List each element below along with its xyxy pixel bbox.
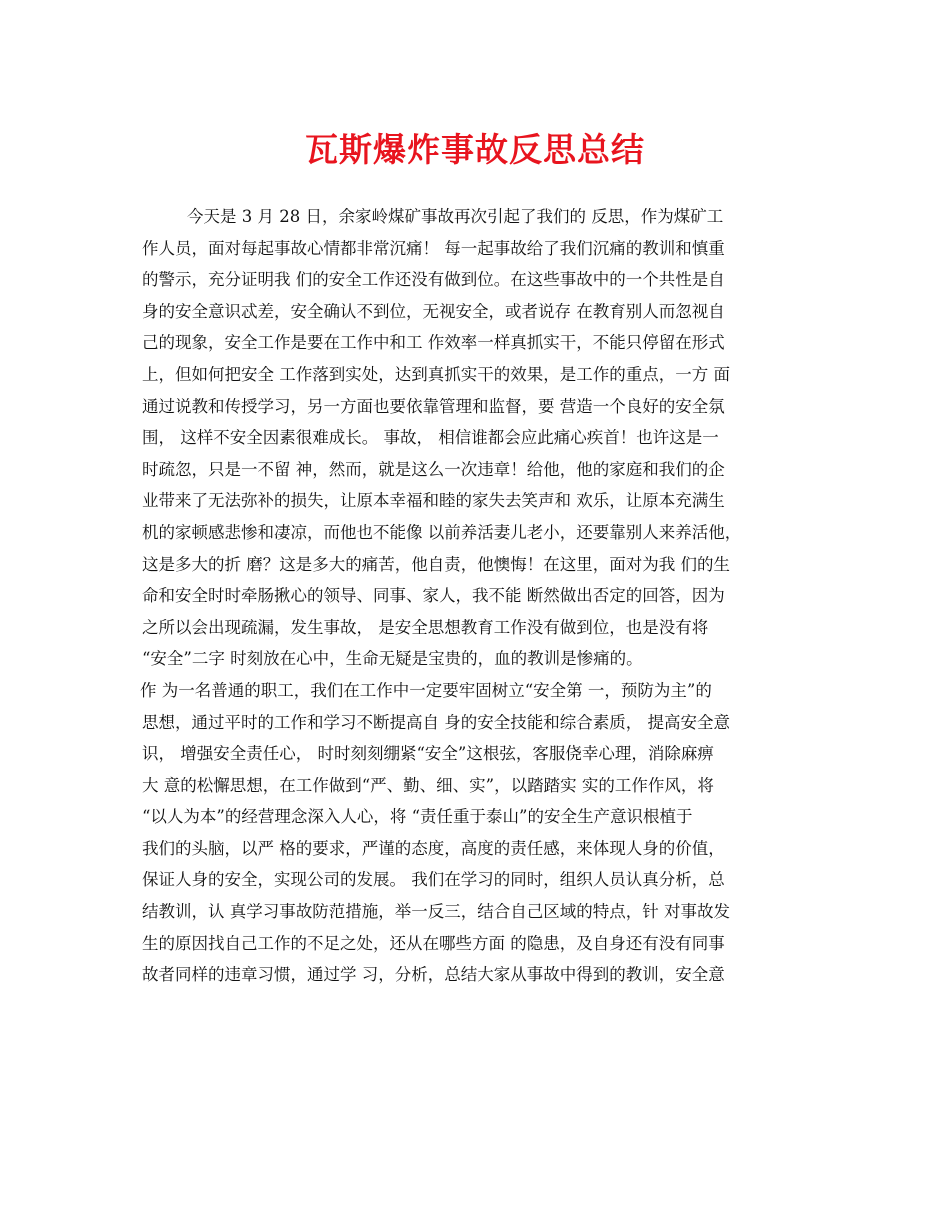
text-line: 结教训，认 真学习事故防范措施，举一反三，结合自己区域的特点，针 对事故发 [142, 902, 730, 922]
text-line: 机的家顿感悲惨和凄凉，而他也不能像 以前养活妻儿老小，还要靠别人来养活他， [142, 522, 742, 542]
text-line: 这是多大的折 磨？这是多大的痛苦，他自责，他懊悔！在这里，面对为我 们的生 [142, 554, 730, 574]
text-line: 时疏忽，只是一不留 神，然而，就是这么一次违章！给他，他的家庭和我们的企 [142, 459, 725, 479]
text-line: 保证人身的安全，实现公司的发展。 我们在学习的同时，组织人员认真分析，总 [142, 870, 725, 890]
text-line: 识， 增强安全责任心， 时时刻刻绷紧“安全”这根弦，客服侥幸心理，消除麻痹 [142, 744, 714, 764]
text-line: 我们的头脑，以严 格的要求，严谨的态度，高度的责任感，来体现人身的价值， [142, 838, 725, 858]
text-line: 的警示，充分证明我 们的安全工作还没有做到位。在这些事故中的一个共性是自 [142, 270, 725, 290]
text-line: 今天是 3 月 28 日，余家岭煤矿事故再次引起了我们的 反思，作为煤矿工 [187, 207, 724, 226]
text-line: “安全”二字 时刻放在心中，生命无疑是宝贵的，血的教训是惨痛的。 [142, 649, 643, 669]
text-line: 上，但如何把安全 工作落到实处，达到真抓实干的效果，是工作的重点，一方 面 [142, 364, 730, 384]
text-line: 命和安全时时牵肠揪心的领导、同事、家人，我不能 断然做出否定的回答，因为 [142, 586, 725, 606]
document-title: 瓦斯爆炸事故反思总结 [305, 130, 645, 169]
text-line: 故者同样的违章习惯，通过学 习，分析，总结大家从事故中得到的教训，安全意 [142, 965, 725, 985]
text-line: 思想，通过平时的工作和学习不断提高自 身的安全技能和综合素质， 提高安全意 [142, 712, 730, 732]
text-line: 围， 这样不安全因素很难成长。 事故， 相信谁都会应此痛心疾首！也许这是一 [142, 428, 719, 448]
document-body [142, 201, 814, 991]
text-line: 身的安全意识忒差，安全确认不到位，无视安全，或者说存 在教育别人而忽视自 [142, 301, 725, 321]
text-line: 之所以会出现疏漏，发生事故， 是安全思想教育工作没有做到位，也是没有将 [142, 617, 709, 637]
text-line: 通过说教和传授学习，另一方面也要依靠管理和监督，要 营造一个良好的安全氛 [142, 396, 725, 416]
text-line: 生的原因找自己工作的不足之处，还从在哪些方面 的隐患，及自身还有没有同事 [142, 933, 725, 953]
text-line: 己的现象，安全工作是要在工作中和工 作效率一样真抓实干，不能只停留在形式 [142, 333, 725, 353]
text-line: 业带来了无法弥补的损失，让原本幸福和睦的家失去笑声和 欢乐，让原本充满生 [142, 491, 725, 511]
text-line: 作人员，面对每起事故心情都非常沉痛！ 每一起事故给了我们沉痛的教训和慎重 [142, 238, 725, 258]
text-line: 作 为一名普通的职工，我们在工作中一定要牢固树立“安全第 一，预防为主”的 [140, 680, 712, 700]
text-line: 大 意的松懈思想，在工作做到“严、勤、细、实”，以踏踏实 实的工作作风，将 [142, 775, 714, 795]
text-line: “以人为本”的经营理念深入人心，将 “责任重于泰山”的安全生产意识根植于 [142, 807, 693, 827]
